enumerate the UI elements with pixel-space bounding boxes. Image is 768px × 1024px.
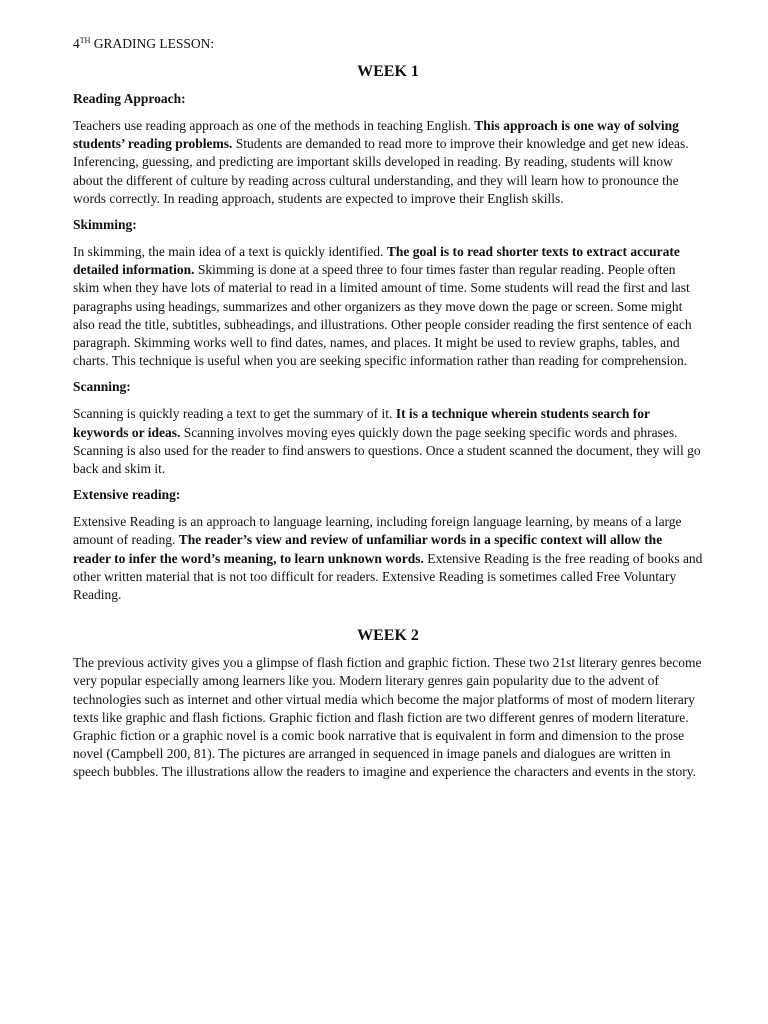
paragraph-text: Skimming is done at a speed three to four times faster than regular reading. People often skim when they have lots of material to read in a limited amount of time. Some students will read the first and last paragraphs using headings, summarizes and other organizers as they move down the page or screen. Some might also read the title, subtitles, subheadings, and illustrations. Other people consider reading the first sentence of each paragraph. Skimming works well to find dates, names, and places. It might be used to review graphs, tables, and charts. This technique is useful when you are seeking specific information rather than reading for comprehension. [73, 262, 692, 369]
paragraph-text: Extensive Reading is the free reading of books and other written material that is not too difficult for readers. Extensive Reading is sometimes called Free Voluntary Reading. [73, 550, 703, 603]
paragraph-text: In skimming, the main idea of a text is quickly identified. [73, 244, 387, 260]
section-heading-skimming: Skimming: [73, 217, 137, 233]
week1-title: WEEK 1 [357, 63, 419, 80]
paragraph-week2: The previous activity gives you a glimpse of flash fiction and graphic fiction. These two 21st literary genres become very popular especially among learners like you. Modern literary genres gain popularity due to the advent of technologies such as internet and other virtual media which become the major platforms of most of modern literary texts like graphic and flash fictions. Graphic fiction and flash fiction are two different genres of modern literature. Graphic fiction or a graphic novel is a comic book narrative that is equivalent in form and dimension to the prose novel (Campbell 200, 81). The pictures are arranged in sequenced in image panels and dialogues are written in speech bubbles. The illustrations allow the readers to imagine and experience the characters and events in the story. [73, 655, 702, 780]
paragraph-text: Scanning is quickly reading a text to get the summary of it. [73, 406, 396, 422]
paragraph-bold-text: It is a technique wherein students search for keywords or ideas. [73, 406, 650, 440]
header-text: GRADING LESSON: [90, 36, 215, 51]
paragraph-scanning [73, 405, 703, 478]
week2-title: WEEK 2 [357, 627, 419, 645]
paragraph-bold-text: The goal is to read shorter texts to extract accurate detailed information. [73, 244, 680, 278]
header-number: 4 [73, 36, 80, 51]
header-superscript: TH [79, 36, 91, 45]
paragraph-text: Teachers use reading approach as one of the methods in teaching English. [73, 118, 475, 133]
section-heading-scanning: Scanning: [73, 379, 131, 395]
paragraph-bold-text: This approach is one way of solving students’ reading problems. [73, 118, 679, 152]
paragraph-bold-text: The reader’s view and review of unfamiliar words in a specific context will allow the reader to infer the word’s meaning, to learn unknown words. [73, 532, 663, 566]
paragraph-text: Students are demanded to read more to improve their knowledge and get new ideas. Inferencing, guessing, and predicting are important skills developed in reading. By reading, students will know about the different of culture by reading across cultural understanding, and they will learn how to pronounce the words correctly. In reading approach, students are expected to improve their English skills. [73, 136, 689, 206]
paragraph-text: Extensive Reading is an approach to language learning, including foreign language learning, by means of a large amount of reading. [73, 514, 682, 548]
section-heading-extensive-reading: Extensive reading: [73, 487, 181, 503]
lesson-header [73, 33, 703, 52]
paragraph-text: Scanning involves moving eyes quickly down the page seeking specific words and phrases. Scanning is also used for the reader to find answers to questions. Once a student scanned the document, they will go back and skim it. [73, 424, 701, 477]
paragraph-skimming [73, 243, 703, 370]
paragraph-reading-approach [73, 117, 703, 208]
document-page [73, 33, 703, 782]
paragraph-extensive-reading [73, 513, 703, 604]
section-heading-reading-approach: Reading Approach: [73, 91, 186, 106]
